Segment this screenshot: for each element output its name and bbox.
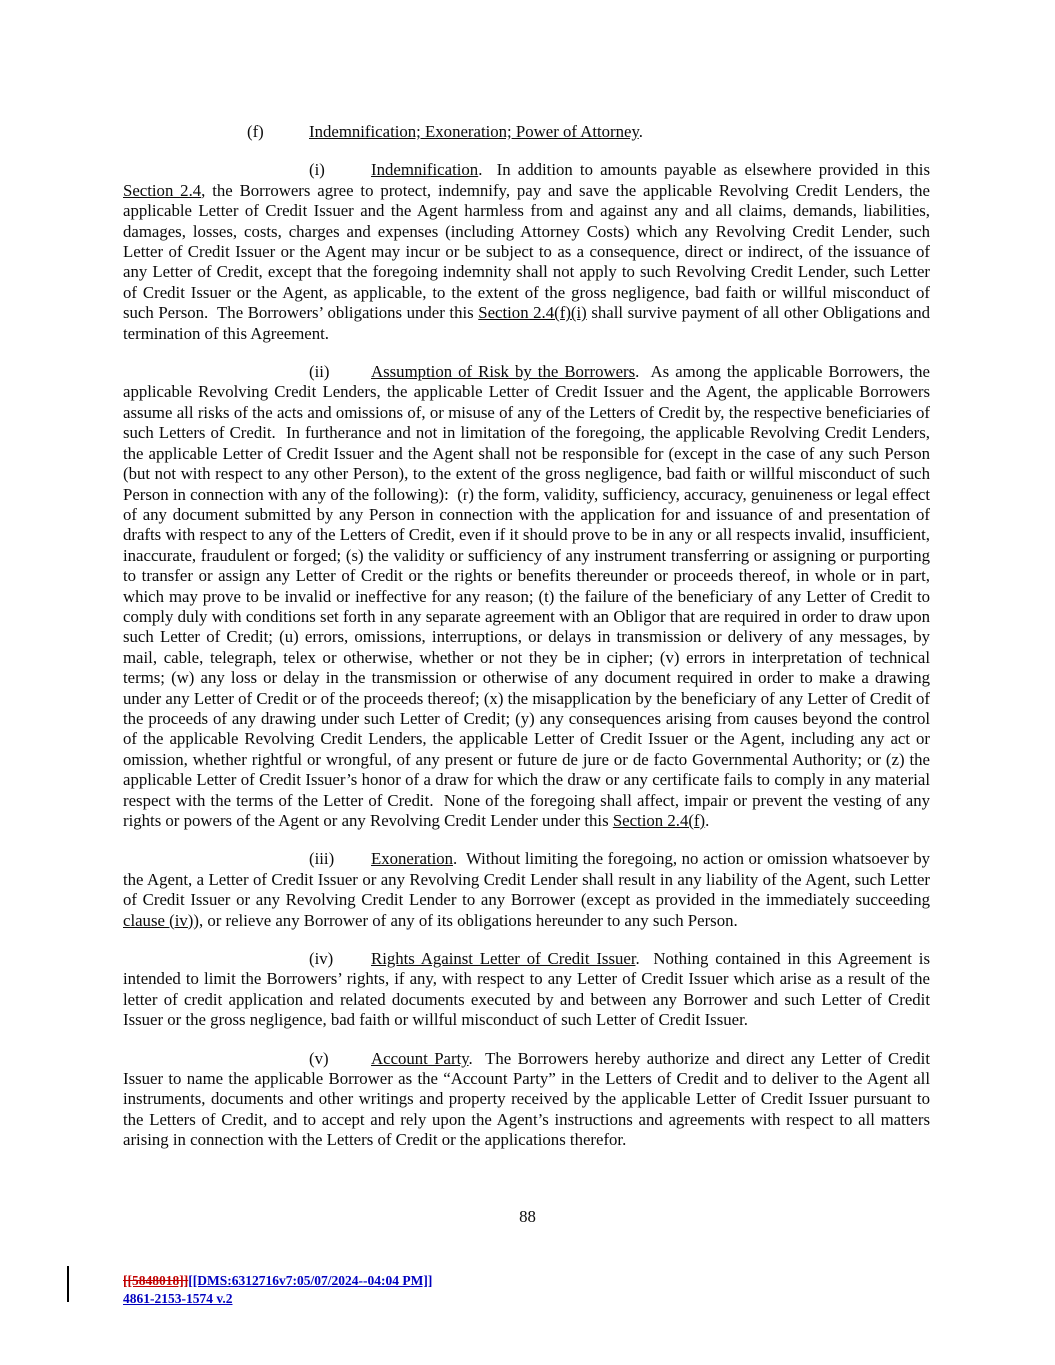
footer-line-1	[123, 1272, 432, 1290]
clause-number-v: (v)	[309, 1048, 329, 1068]
section-ref-2-4-f: Section 2.4(f)	[612, 811, 706, 830]
revision-change-bar	[67, 1266, 69, 1302]
clause-number-i: (i)	[309, 160, 325, 180]
body-text: . Without limiting the foregoing, no action or omission whatsoever by the Agent, a Letter of Credit Issuer or any Revolving Credit Lender shall result in any liability of the Agent, such Letter of Credit Issuer or any Revolving Credit Lender to any Borrower (except as provided in the immediately succeeding	[123, 849, 930, 910]
clause-iii-exoneration	[123, 849, 930, 931]
body-text: ), or relieve any Borrower of any of its obligations hereunder to any such Person.	[193, 910, 738, 930]
clause-title-rights-against-issuer: Rights Against Letter of Credit Issuer	[371, 949, 636, 969]
clause-v-account-party	[123, 1049, 930, 1151]
section-heading-trailing: .	[638, 122, 643, 141]
clause-ref-iv: clause (iv)	[123, 910, 194, 930]
body-text: . Nothing contained in this Agreement is intended to limit the Borrowers’ rights, if any, with respect to any Letter of Credit Issuer which arise as a result of the letter of credit application and related documents executed by and between any Borrower and such Letter of Credit Issuer or the gross negligence, bad faith or willful misconduct of such Letter of Credit Issuer.	[123, 949, 930, 1030]
clause-iv-rights-against-issuer	[123, 949, 930, 1031]
section-ref-2-4: Section 2.4	[123, 180, 202, 200]
body-text: . The Borrowers hereby authorize and direct any Letter of Credit Issuer to name the applicable Borrower as the “Account Party” in the Letters of Credit and to deliver to the Agent all instruments, documents and other writings and property received by the applicable Letter of Credit Issuer pursuant to the Letters of Credit, and to accept and rely upon the Agent’s instructions and agreements with respect to all matters arising in connection with the Letters of Credit or the applications therefor.	[123, 1048, 930, 1150]
document-footer	[123, 1272, 432, 1307]
body-text: . As among the applicable Borrowers, the applicable Revolving Credit Lenders, the applicable Letter of Credit Issuer and the Agent, the applicable Borrowers assume all risks of the acts and omissions of, or misuse of any of the Letters of Credit by, the respective beneficiaries of such Letters of Credit. In furtherance and not in limitation of the foregoing, the applicable Revolving Credit Lenders, the applicable Letter of Credit Issuer and the Agent shall not be responsible for (except in the case of any such Person (but not with respect to any other Person), to the extent of the gross negligence, bad faith or willful misconduct of such Person in connection with any of the following): (r) the form, validity, sufficiency, accuracy, genuineness or legal effect of any document submitted by any Person in connection with the application for and issuance of and presentation of drafts with respect to any of the Letters of Credit, even if it should prove to be in any or all respects invalid, insufficient, inaccurate, fraudulent or forged; (s) the validity or sufficiency of any instrument transferring or assigning or purporting to transfer or assign any Letter of Credit or the rights or benefits thereunder or proceeds thereof, in whole or in part, which may prove to be invalid or ineffective for any reason; (t) the failure of the beneficiary of any Letter of Credit to comply duly with conditions set forth in any separate agreement with an Obligor that are required in order to draw upon such Letter of Credit; (u) errors, omissions, interruptions, or delays in transmission or delivery of any messages, by mail, cable, telegraph, telex or otherwise, whether or not they be in cipher; (v) errors in interpretation of technical terms; (w) any loss or delay in the transmission or otherwise of any document required in order to make a drawing under any Letter of Credit or of the proceeds thereof; (x) the misapplication by the beneficiary of any Letter of Credit of the proceeds of any drawing under such Letter of Credit; (y) any consequences arising from causes beyond the control of the applicable Revolving Credit Lenders, the applicable Letter of Credit Issuer or the Agent, including any act or omission, whether rightful or wrongful, of any present or future de jure or de facto Governmental Authority; or (z) the applicable Letter of Credit Issuer’s honor of a draw for which the draw or any certificate fails to comply in any material respect with the terms of the Letter of Credit. None of the foregoing shall affect, impair or prevent the vesting of any rights or powers of the Agent or any Revolving Credit Lender under this	[123, 362, 930, 830]
clause-title-exoneration: Exoneration	[371, 849, 454, 869]
clause-ii-assumption-of-risk	[123, 362, 930, 831]
clause-title-account-party: Account Party	[371, 1048, 469, 1068]
section-heading-f	[123, 122, 930, 142]
clause-title-assumption-of-risk: Assumption of Risk by the Borrowers	[371, 362, 636, 382]
document-body	[123, 122, 930, 1169]
body-text: .	[705, 811, 710, 830]
clause-title-indemnification: Indemnification	[371, 160, 479, 180]
body-text: . In addition to amounts payable as elsewhere provided in this	[478, 160, 930, 180]
page-number: 88	[519, 1207, 536, 1226]
clause-number-iv: (iv)	[309, 949, 334, 969]
section-ref-2-4-f-i: Section 2.4(f)(i)	[478, 303, 587, 323]
footer-document-id: 4861-2153-1574 v.2	[123, 1290, 233, 1306]
clause-number-iii: (iii)	[309, 849, 335, 869]
section-heading-title: Indemnification; Exoneration; Power of Attorney	[309, 122, 639, 141]
footer-deleted-id: [[5848018]]	[123, 1273, 189, 1288]
clause-number-ii: (ii)	[309, 362, 330, 382]
clause-i-indemnification	[123, 160, 930, 344]
footer-dms-stamp: [[DMS:6312716v7:05/07/2024--04:04 PM]]	[188, 1273, 433, 1288]
body-text: , the Borrowers agree to protect, indemnify, pay and save the applicable Revolving Credit Lenders, the applicable Letter of Credit Issuer and the Agent harmless from and against any and all claims, demands, liabilities, damages, losses, costs, charges and expenses (including Attorney Costs) which any Revolving Credit Lender, such Letter of Credit Issuer or the Agent may incur or be subject to as a consequence, direct or indirect, of the issuance of any Letter of Credit, except that the foregoing indemnity shall not apply to such Revolving Credit Lender, such Letter of Credit Issuer or the Agent, as applicable, to the extent of the gross negligence, bad faith or willful misconduct of such Person. The Borrowers’ obligations under this	[123, 180, 931, 323]
body-text: shall survive payment of all other Obligations and termination of this Agreement.	[123, 303, 931, 343]
clause-number-f: (f)	[247, 122, 264, 141]
